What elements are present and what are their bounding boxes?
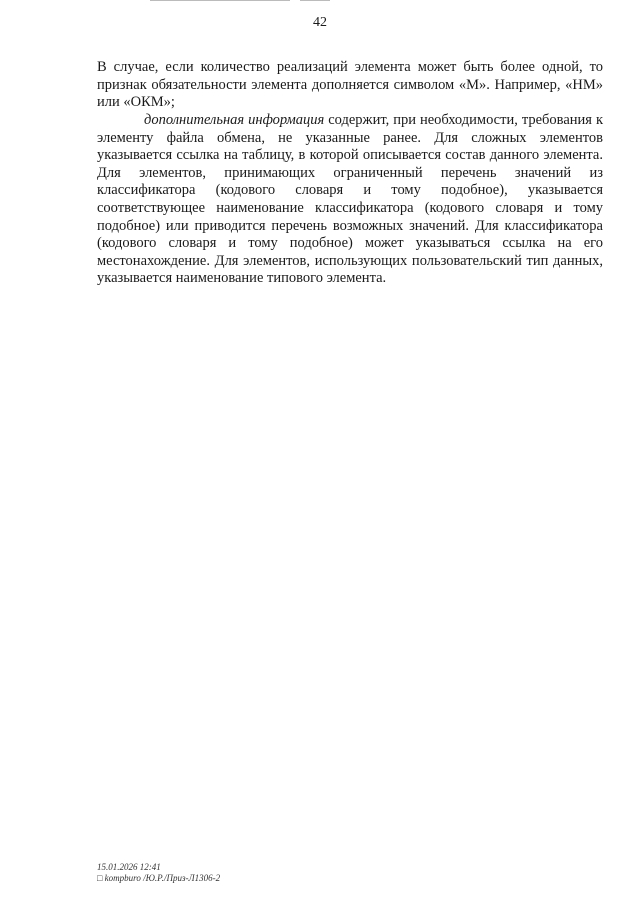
footer-timestamp: 15.01.2026 12:41 xyxy=(97,862,161,872)
scan-edge-line-right xyxy=(300,0,330,1)
paragraph-additional-info xyxy=(97,112,603,288)
paragraph-multiplicity xyxy=(97,59,603,112)
footer-path: □ kompburo /Ю.Р./Приз-Л1306-2 xyxy=(97,873,221,883)
scan-edge-line-left xyxy=(150,0,290,1)
page-number: 42 xyxy=(313,15,327,30)
document-footer xyxy=(97,862,220,884)
paragraph-text: В случае, если количество реализаций элемента может быть более одной, то признак обязательности элемента дополняется символом «М». Например, «НМ» или «ОКМ»; xyxy=(97,59,603,111)
paragraph-text: содержит, при необходимости, требования к элементу файла обмена, не указанные ранее. Для сложных элементов указывается ссылка на таблицу, в которой описывается состав данного элемента. Для элементов, принимающих ограниченный перечень значений из классификатора (кодового словаря и тому подобное), указывается соответствующее наименование классификатора (кодового словаря и тому подобное) или приводится перечень возможных значений. Для классификатора (кодового словаря и тому подобное) может указываться ссылка на его местонахождение. Для элементов, использующих пользовательский тип данных, указывается наименование типового элемента. xyxy=(97,112,603,287)
term-additional-info: дополнительная информация xyxy=(144,112,325,128)
